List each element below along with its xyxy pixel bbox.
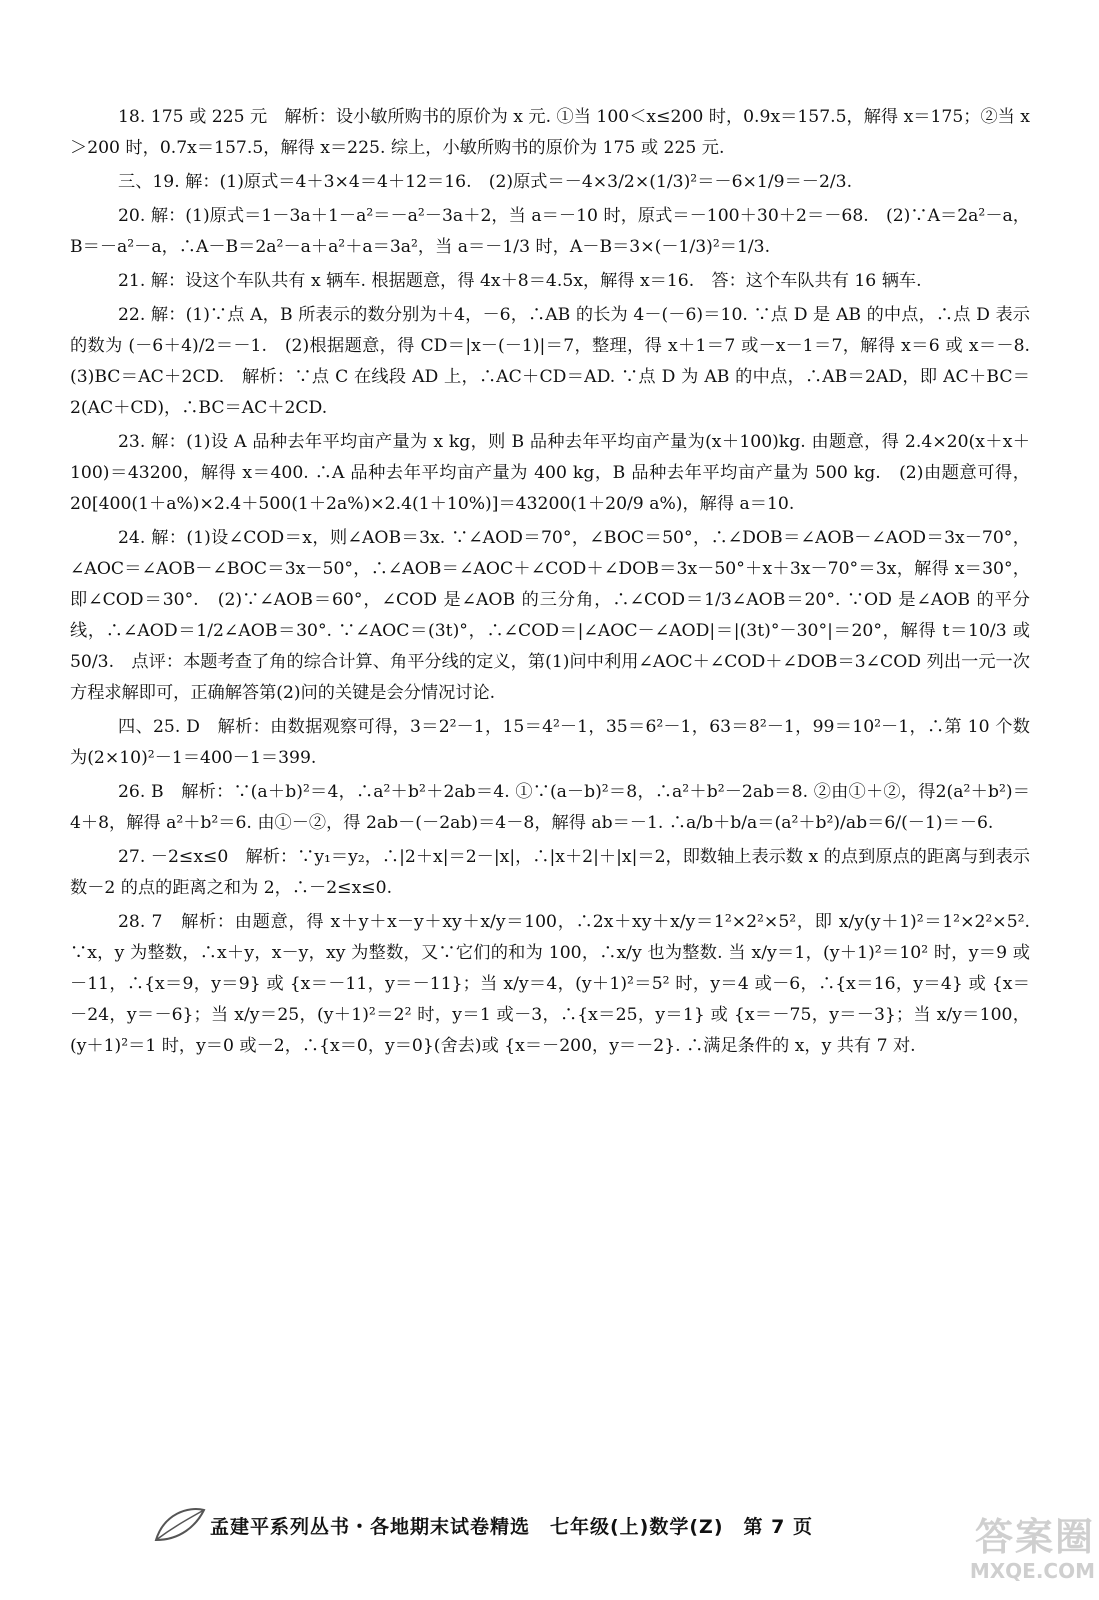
- watermark-title: 答案圈: [974, 1515, 1095, 1559]
- answer-19: 三、19. 解：(1)原式＝4＋3×4＝4＋12＝16. (2)原式＝－4×3/2×(1/3)²＝－6×1/9＝－2/3.: [118, 172, 853, 192]
- answer-23: 23. 解：(1)设 A 品种去年平均亩产量为 x kg，则 B 品种去年平均亩产量为(x＋100)kg. 由题意，得 2.4×20(x＋x＋100)＝43200，解得 x＝400. ∴A 品种去年平均亩产量为 400 kg，B 品种去年平均亩产量为 500 kg. (2)由题意可得，20[400(1＋a%)×2.4＋500(1＋2a%)×2.4(1＋10%)]＝43200(1＋20/9 a%)，解得 a＝10.: [70, 432, 1030, 514]
- watermark-url: MXQE.COM: [969, 1559, 1095, 1583]
- answer-18: 18. 175 或 225 元 解析：设小敏所购书的原价为 x 元. ①当 100＜x≤200 时，0.9x＝157.5，解得 x＝175；②当 x＞200 时，0.7x＝157.5，解得 x＝225. 综上，小敏所购书的原价为 175 或 225 元.: [70, 107, 1030, 158]
- leaf-logo-icon: [150, 1500, 210, 1550]
- answer-content: [70, 102, 1048, 1065]
- answer-25: 四、25. D 解析：由数据观察可得，3＝2²－1，15＝4²－1，35＝6²－1，63＝8²－1，99＝10²－1，∴第 10 个数为(2×10)²－1＝400－1＝399.: [70, 717, 1030, 768]
- answer-24: 24. 解：(1)设∠COD＝x，则∠AOB＝3x. ∵∠AOD＝70°，∠BOC＝50°，∴∠DOB＝∠AOB－∠AOD＝3x－70°，∠AOC＝∠AOB－∠BOC＝3x－50°，∴∠AOB＝∠AOC＋∠COD＋∠DOB＝3x－50°＋x＋3x－70°＝3x，解得 x＝30°，即∠COD＝30°. (2)∵∠AOB＝60°，∠COD 是∠AOB 的三分角，∴∠COD＝1/3∠AOB＝20°. ∵OD 是∠AOB 的平分线，∴∠AOD＝1/2∠AOB＝30°. ∵∠AOC＝(3t)°，∴∠COD＝|∠AOC－∠AOD|＝|(3t)°－30°|＝20°，解得 t＝10/3 或 50/3. 点评：本题考查了角的综合计算、角平分线的定义，第(1)问中利用∠AOC＋∠COD＋∠DOB＝3∠COD 列出一元一次方程求解即可，正确解答第(2)问的关键是会分情况讨论.: [70, 528, 1030, 703]
- answer-20: 20. 解：(1)原式＝1－3a＋1－a²＝－a²－3a＋2，当 a＝－10 时，原式＝－100＋30＋2＝－68. (2)∵A＝2a²－a，B＝－a²－a，∴A－B＝2a²－a＋a²＋a＝3a²，当 a＝－1/3 时，A－B＝3×(－1/3)²＝1/3.: [70, 206, 1030, 257]
- answer-26: 26. B 解析：∵(a＋b)²＝4，∴a²＋b²＋2ab＝4. ①∵(a－b)²＝8，∴a²＋b²－2ab＝8. ②由①＋②，得2(a²＋b²)＝4＋8，解得 a²＋b²＝6. 由①－②，得 2ab－(－2ab)＝4－8，解得 ab＝－1. ∴a/b＋b/a＝(a²＋b²)/ab＝6/(－1)＝－6.: [70, 782, 1030, 833]
- answer-27: 27. －2≤x≤0 解析：∵y₁＝y₂，∴|2＋x|＝2－|x|，∴|x＋2|＋|x|＝2，即数轴上表示数 x 的点到原点的距离与到表示数－2 的点的距离之和为 2，∴－2≤x≤0.: [70, 847, 1030, 898]
- answer-21: 21. 解：设这个车队共有 x 辆车. 根据题意，得 4x＋8＝4.5x，解得 x＝16. 答：这个车队共有 16 辆车.: [118, 271, 922, 291]
- site-watermark: [955, 1515, 1095, 1595]
- page-footer: 孟建平系列丛书・各地期末试卷精选 七年级(上)数学(Z) 第 7 页: [210, 1516, 813, 1538]
- answer-28: 28. 7 解析：由题意，得 x＋y＋x－y＋xy＋x/y＝100，∴2x＋xy＋x/y＝1²×2²×5²，即 x/y(y＋1)²＝1²×2²×5². ∵x，y 为整数，∴x＋y，x－y，xy 为整数，又∵它们的和为 100，∴x/y 也为整数. 当 x/y＝1，(y＋1)²＝10² 时，y＝9 或－11，∴{x＝9，y＝9} 或 {x＝－11，y＝－11}；当 x/y＝4，(y＋1)²＝5² 时，y＝4 或－6，∴{x＝16，y＝4} 或 {x＝－24，y＝－6}；当 x/y＝25，(y＋1)²＝2² 时，y＝1 或－3，∴{x＝25，y＝1} 或 {x＝－75，y＝－3}；当 x/y＝100，(y＋1)²＝1 时，y＝0 或－2，∴{x＝0，y＝0}(舍去)或 {x＝－200，y＝－2}. ∴满足条件的 x，y 共有 7 对.: [70, 912, 1030, 1056]
- answer-22: 22. 解：(1)∵点 A，B 所表示的数分别为＋4，－6，∴AB 的长为 4－(－6)＝10. ∵点 D 是 AB 的中点，∴点 D 表示的数为 (－6＋4)/2＝－1. (2)根据题意，得 CD＝|x－(－1)|＝7，整理，得 x＋1＝7 或－x－1＝7，解得 x＝6 或 x＝－8. (3)BC＝AC＋2CD. 解析：∵点 C 在线段 AD 上，∴AC＋CD＝AD. ∵点 D 为 AB 的中点，∴AB＝2AD，即 AC＋BC＝2(AC＋CD)，∴BC＝AC＋2CD.: [70, 305, 1048, 418]
